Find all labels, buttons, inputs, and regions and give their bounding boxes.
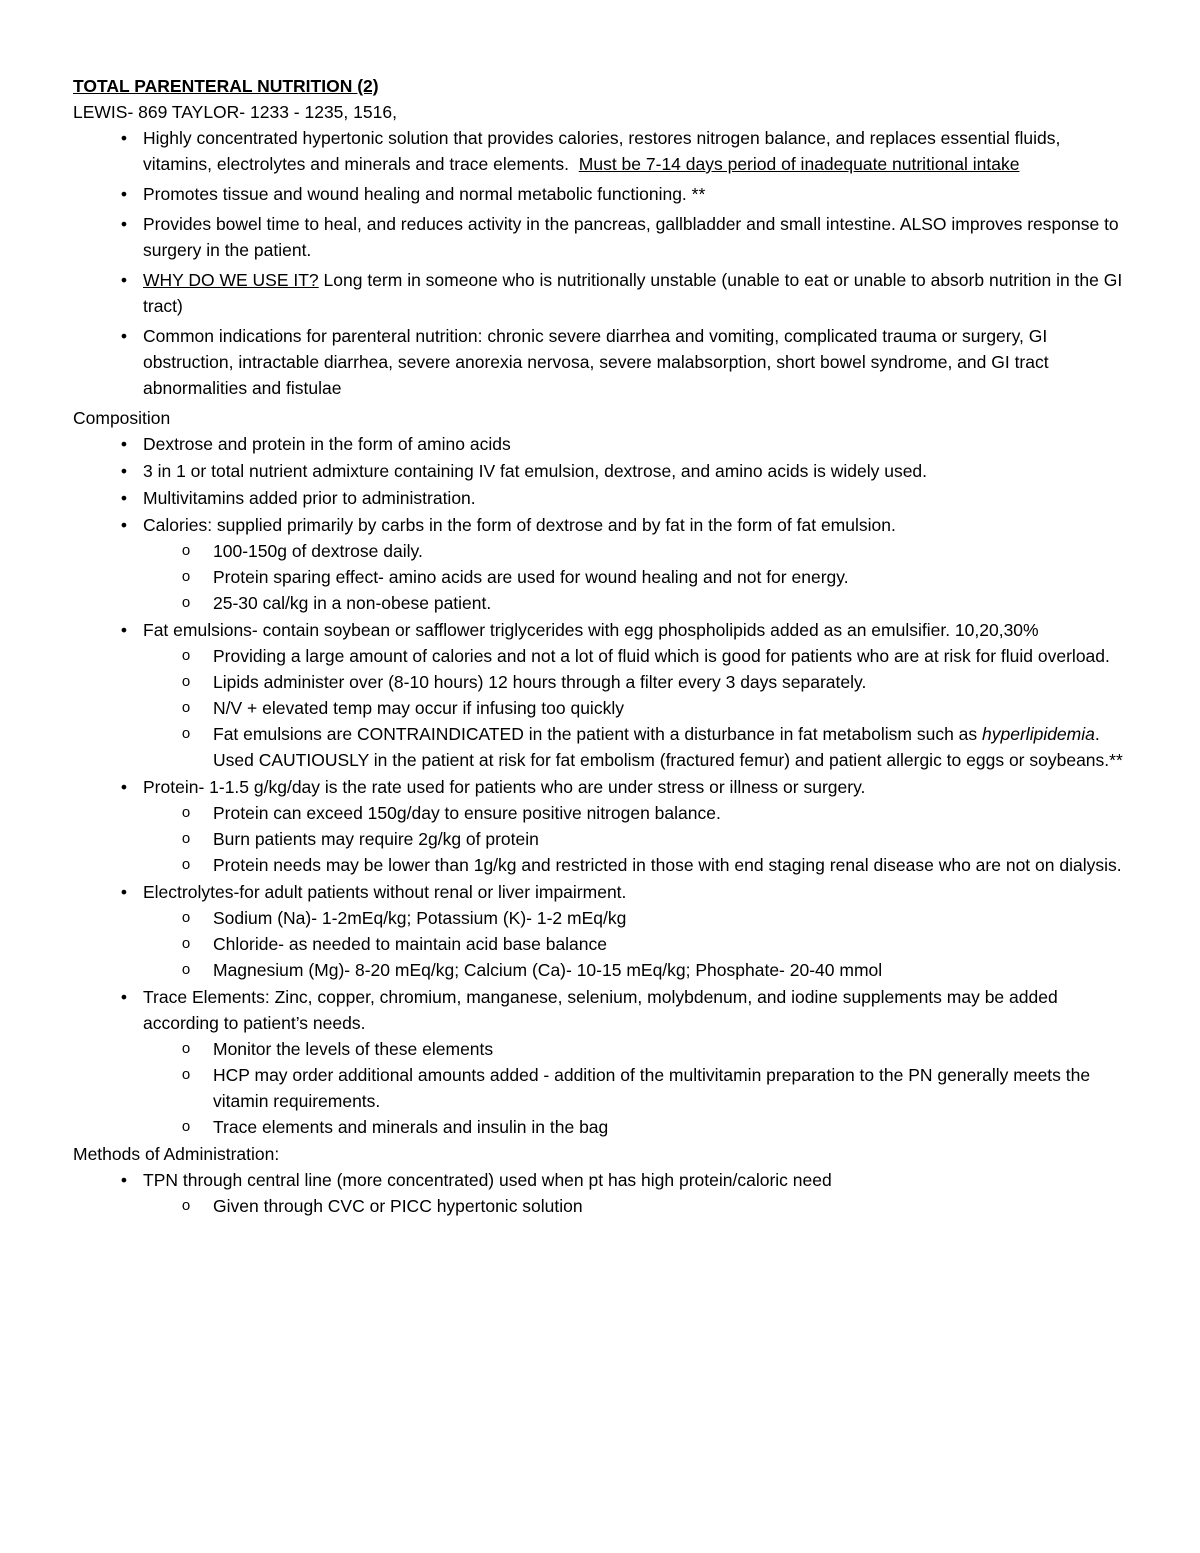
sub-bullet-icon: o: [181, 725, 191, 742]
bullet-icon: •: [120, 777, 128, 797]
bullet-icon: •: [120, 515, 128, 535]
bullet-icon: •: [120, 620, 128, 640]
sub-bullet-icon: o: [181, 568, 191, 585]
bullet-icon: •: [120, 882, 128, 902]
bullet-icon: •: [120, 987, 128, 1007]
trace-sublist: [143, 1036, 1130, 1140]
list-item: • Trace Elements: Zinc, copper, chromium, manganese, selenium, molybdenum, and iodine supplements may be added according to patient’s needs. o Monitor the levels of these elements o HCP may order additional amounts added - addition of the multivitamin preparation to the PN generally meets the vitamin requirements. o Trace elements and minerals and insulin in the bag: [73, 984, 1130, 1140]
italic-term: hyperlipidemia: [982, 724, 1095, 744]
sub-bullet-icon: o: [181, 1118, 191, 1135]
bullet-icon: •: [120, 128, 128, 148]
sub-list-item: o Lipids administer over (8-10 hours) 12 hours through a filter every 3 days separately.: [143, 669, 1130, 695]
sub-bullet-icon: o: [181, 594, 191, 611]
underlined-note: Must be 7-14 days period of inadequate nutritional intake: [578, 154, 1020, 174]
bullet-icon: •: [120, 326, 128, 346]
bullet-icon: •: [120, 214, 128, 234]
list-item: • Provides bowel time to heal, and reduces activity in the pancreas, gallbladder and small intestine. ALSO improves response to surgery in the patient.: [73, 211, 1130, 263]
list-item: • 3 in 1 or total nutrient admixture containing IV fat emulsion, dextrose, and amino acids is widely used.: [73, 458, 1130, 484]
sub-list-item: o Chloride- as needed to maintain acid base balance: [143, 931, 1130, 957]
references-line: LEWIS- 869 TAYLOR- 1233 - 1235, 1516,: [73, 102, 397, 122]
sub-list-item: o N/V + elevated temp may occur if infusing too quickly: [143, 695, 1130, 721]
sub-bullet-icon: o: [181, 856, 191, 873]
sub-list-item: o Burn patients may require 2g/kg of protein: [143, 826, 1130, 852]
composition-list: [73, 431, 1130, 1140]
sub-bullet-icon: o: [181, 935, 191, 952]
sub-list-item: o Monitor the levels of these elements: [143, 1036, 1130, 1062]
methods-heading: Methods of Administration:: [73, 1144, 280, 1164]
composition-heading: Composition: [73, 408, 171, 428]
list-item: • Calories: supplied primarily by carbs in the form of dextrose and by fat in the form of fat emulsion. o 100-150g of dextrose daily. o Protein sparing effect- amino acids are used for wound healing and not for energy. o 25-30 cal/kg in a non-obese patient.: [73, 512, 1130, 616]
list-item: • Electrolytes-for adult patients without renal or liver impairment. o Sodium (Na)- 1-2mEq/kg; Potassium (K)- 1-2 mEq/kg o Chloride- as needed to maintain acid base balance o Magnesium (Mg)- 8-20 mEq/kg; Calcium (Ca)- 10-15 mEq/kg; Phosphate- 20-40 mmol: [73, 879, 1130, 983]
sub-list-item: o Given through CVC or PICC hypertonic solution: [143, 1193, 1130, 1219]
sub-list-item: o Sodium (Na)- 1-2mEq/kg; Potassium (K)- 1-2 mEq/kg: [143, 905, 1130, 931]
sub-list-item: o Trace elements and minerals and insulin in the bag: [143, 1114, 1130, 1140]
sub-bullet-icon: o: [181, 673, 191, 690]
sub-list-item: o 100-150g of dextrose daily.: [143, 538, 1130, 564]
sub-bullet-icon: o: [181, 1197, 191, 1214]
list-item: • Promotes tissue and wound healing and normal metabolic functioning. **: [73, 181, 1130, 207]
sub-list-item: o Fat emulsions are CONTRAINDICATED in the patient with a disturbance in fat metabolism such as hyperlipidemia. Used CAUTIOUSLY in the patient at risk for fat embolism (fractured femur) and patient allergic to eggs or soybeans.**: [143, 721, 1130, 773]
sub-bullet-icon: o: [181, 830, 191, 847]
underlined-question: WHY DO WE USE IT?: [143, 270, 319, 290]
list-item: • WHY DO WE USE IT? Long term in someone who is nutritionally unstable (unable to eat or unable to absorb nutrition in the GI tract): [73, 267, 1130, 319]
bullet-icon: •: [120, 1170, 128, 1190]
sub-list-item: o HCP may order additional amounts added - addition of the multivitamin preparation to the PN generally meets the vitamin requirements.: [143, 1062, 1130, 1114]
sub-list-item: o Providing a large amount of calories and not a lot of fluid which is good for patients who are at risk for fluid overload.: [143, 643, 1130, 669]
sub-bullet-icon: o: [181, 699, 191, 716]
list-item: • Protein- 1-1.5 g/kg/day is the rate used for patients who are under stress or illness or surgery. o Protein can exceed 150g/day to ensure positive nitrogen balance. o Burn patients may require 2g/kg of protein o Protein needs may be lower than 1g/kg and restricted in those with end staging renal disease who are not on dialysis.: [73, 774, 1130, 878]
bullet-icon: •: [120, 461, 128, 481]
methods-sublist: [143, 1193, 1130, 1219]
sub-bullet-icon: o: [181, 1066, 191, 1083]
document-title: TOTAL PARENTERAL NUTRITION (2): [73, 76, 379, 96]
sub-bullet-icon: o: [181, 804, 191, 821]
bullet-icon: •: [120, 270, 128, 290]
sub-list-item: o Protein sparing effect- amino acids are used for wound healing and not for energy.: [143, 564, 1130, 590]
sub-bullet-icon: o: [181, 1040, 191, 1057]
intro-list: [73, 125, 1130, 401]
sub-list-item: o 25-30 cal/kg in a non-obese patient.: [143, 590, 1130, 616]
sub-bullet-icon: o: [181, 909, 191, 926]
bullet-icon: •: [120, 184, 128, 204]
bullet-icon: •: [120, 488, 128, 508]
sub-list-item: o Magnesium (Mg)- 8-20 mEq/kg; Calcium (Ca)- 10-15 mEq/kg; Phosphate- 20-40 mmol: [143, 957, 1130, 983]
sub-bullet-icon: o: [181, 961, 191, 978]
sub-bullet-icon: o: [181, 647, 191, 664]
list-item: • Multivitamins added prior to administration.: [73, 485, 1130, 511]
electrolytes-sublist: [143, 905, 1130, 983]
list-item: • Fat emulsions- contain soybean or safflower triglycerides with egg phospholipids added as an emulsifier. 10,20,30% o Providing a large amount of calories and not a lot of fluid which is good for patients who are at risk for fluid overload. o Lipids administer over (8-10 hours) 12 hours through a filter every 3 days separately. o N/V + elevated temp may occur if infusing too quickly o Fat emulsions are CONTRAINDICATED in the patient with a disturbance in fat metabolism such as hyperlipidemia. Used CAUTIOUSLY in the patient at risk for fat embolism (fractured femur) and patient allergic to eggs or soybeans.**: [73, 617, 1130, 773]
bullet-icon: •: [120, 434, 128, 454]
list-item: • TPN through central line (more concentrated) used when pt has high protein/caloric need o Given through CVC or PICC hypertonic solution: [73, 1167, 1130, 1219]
sub-list-item: o Protein can exceed 150g/day to ensure positive nitrogen balance.: [143, 800, 1130, 826]
fat-sublist: [143, 643, 1130, 773]
sub-list-item: o Protein needs may be lower than 1g/kg and restricted in those with end staging renal disease who are not on dialysis.: [143, 852, 1130, 878]
list-item: • Common indications for parenteral nutrition: chronic severe diarrhea and vomiting, complicated trauma or surgery, GI obstruction, intractable diarrhea, severe anorexia nervosa, severe malabsorption, short bowel syndrome, and GI tract abnormalities and fistulae: [73, 323, 1130, 401]
methods-list: [73, 1167, 1130, 1219]
sub-bullet-icon: o: [181, 542, 191, 559]
list-item: • Highly concentrated hypertonic solution that provides calories, restores nitrogen balance, and replaces essential fluids, vitamins, electrolytes and minerals and trace elements. Must be 7-14 days period of inadequate nutritional intake: [73, 125, 1130, 177]
calories-sublist: [143, 538, 1130, 616]
list-item: • Dextrose and protein in the form of amino acids: [73, 431, 1130, 457]
protein-sublist: [143, 800, 1130, 878]
